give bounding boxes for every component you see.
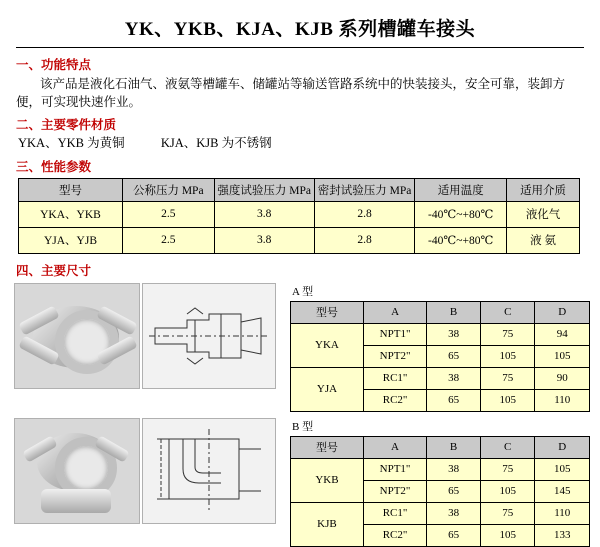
dim-cell: 65 [427, 524, 481, 546]
dim-cell: 75 [481, 367, 535, 389]
dim-col-a: A [363, 301, 426, 323]
dim-cell-model: YJA [291, 367, 364, 411]
dim-cell: 38 [427, 323, 481, 345]
dim-cell: 65 [427, 345, 481, 367]
dim-cell: 105 [481, 389, 535, 411]
technical-drawing-a [142, 283, 276, 389]
materials-line [18, 135, 586, 153]
spec-col-model: 型号 [19, 178, 123, 201]
table-header-row [19, 178, 580, 201]
dim-cell: NPT2" [363, 480, 426, 502]
section-heading-materials: 二、主要零件材质 [16, 118, 117, 133]
spec-cell: 2.5 [122, 201, 214, 227]
dim-table-label-b: B 型 [292, 420, 314, 433]
dim-col-d: D [535, 436, 590, 458]
dimension-block-b [14, 418, 586, 547]
dim-cell: 105 [480, 480, 534, 502]
spec-cell: YKA、YKB [19, 201, 123, 227]
spec-cell: -40℃~+80℃ [415, 227, 507, 253]
spec-cell: 2.8 [314, 201, 414, 227]
dim-cell: NPT2" [363, 345, 426, 367]
dim-col-model: 型号 [291, 301, 364, 323]
dim-cell: 90 [535, 367, 590, 389]
dim-table-area-b [284, 418, 590, 547]
dim-cell: 105 [535, 345, 590, 367]
dim-cell: RC1" [363, 367, 426, 389]
dim-cell: 105 [481, 345, 535, 367]
dim-col-model: 型号 [291, 436, 364, 458]
material-stainless: KJA、KJB 为不锈钢 [160, 136, 272, 151]
dim-col-d: D [535, 301, 590, 323]
table-row [291, 367, 590, 389]
table-header-row [291, 301, 590, 323]
page-title: YK、YKB、KJA、KJB 系列槽罐车接头 [124, 19, 476, 40]
section-heading-dimensions: 四、主要尺寸 [16, 263, 92, 278]
dim-col-a: A [363, 436, 426, 458]
dim-cell: 38 [427, 367, 481, 389]
dim-cell: RC1" [363, 502, 426, 524]
dim-cell: 94 [535, 323, 590, 345]
dim-col-c: C [480, 436, 534, 458]
section-heading-features: 一、功能特点 [16, 58, 92, 72]
table-row [291, 323, 590, 345]
features-paragraph: 该产品是液化石油气、液氨等槽罐车、储罐站等输送管路系统中的快装接头，安全可靠，装卸方便，可实现快速作业。 [16, 77, 566, 110]
spec-col-strength-pressure: 强度试验压力 MPa [214, 178, 314, 201]
dim-cell-model: KJB [291, 502, 364, 546]
photo-group-b [14, 418, 284, 524]
spec-cell: 3.8 [214, 227, 314, 253]
dim-cell: 145 [535, 480, 590, 502]
dim-col-b: B [427, 436, 481, 458]
dim-cell: NPT1" [363, 323, 426, 345]
table-row [19, 201, 580, 227]
spec-cell: 液 氨 [507, 227, 580, 253]
table-row [291, 458, 590, 480]
table-row [291, 502, 590, 524]
technical-drawing-b [142, 418, 276, 524]
spec-cell: 液化气 [507, 201, 580, 227]
drawing-b-svg [143, 419, 275, 523]
dim-table-label-a: A 型 [292, 285, 314, 298]
dim-cell: 75 [481, 323, 535, 345]
dim-cell: 38 [427, 458, 481, 480]
dim-cell: 133 [535, 524, 590, 546]
dimensions-section [14, 283, 586, 547]
dimension-block-a [14, 283, 586, 412]
dimension-table-b [290, 436, 590, 547]
dim-cell: 65 [427, 389, 481, 411]
dim-cell: 65 [427, 480, 481, 502]
spec-col-medium: 适用介质 [507, 178, 580, 201]
dim-cell: 38 [427, 502, 481, 524]
dim-cell: RC2" [363, 389, 426, 411]
spec-col-temperature: 适用温度 [415, 178, 507, 201]
dim-cell: 105 [535, 458, 590, 480]
spec-col-seal-pressure: 密封试验压力 MPa [314, 178, 414, 201]
dim-cell-model: YKA [291, 323, 364, 367]
product-photo-a [14, 283, 140, 389]
photo-group-a [14, 283, 284, 389]
spec-cell: 2.5 [122, 227, 214, 253]
dim-cell-model: YKB [291, 458, 364, 502]
material-brass: YKA、YKB 为黄铜 [18, 136, 125, 151]
dim-cell: 110 [535, 502, 590, 524]
spec-cell: -40℃~+80℃ [415, 201, 507, 227]
dim-cell: NPT1" [363, 458, 426, 480]
table-row [19, 227, 580, 253]
product-photo-b [14, 418, 140, 524]
dim-cell: RC2" [363, 524, 426, 546]
title-divider [16, 47, 584, 48]
spec-cell: YJA、YJB [19, 227, 123, 253]
dim-col-c: C [481, 301, 535, 323]
drawing-a-svg [143, 284, 275, 388]
dim-col-b: B [427, 301, 481, 323]
dimension-table-a [290, 301, 590, 412]
table-header-row [291, 436, 590, 458]
spec-cell: 3.8 [214, 201, 314, 227]
dim-cell: 105 [480, 524, 534, 546]
performance-table [18, 178, 580, 254]
spec-col-nominal-pressure: 公称压力 MPa [122, 178, 214, 201]
spec-cell: 2.8 [314, 227, 414, 253]
section-heading-performance: 三、性能参数 [16, 159, 92, 174]
dim-cell: 75 [480, 458, 534, 480]
dim-cell: 110 [535, 389, 590, 411]
dim-table-area-a [284, 283, 590, 412]
dim-cell: 75 [480, 502, 534, 524]
